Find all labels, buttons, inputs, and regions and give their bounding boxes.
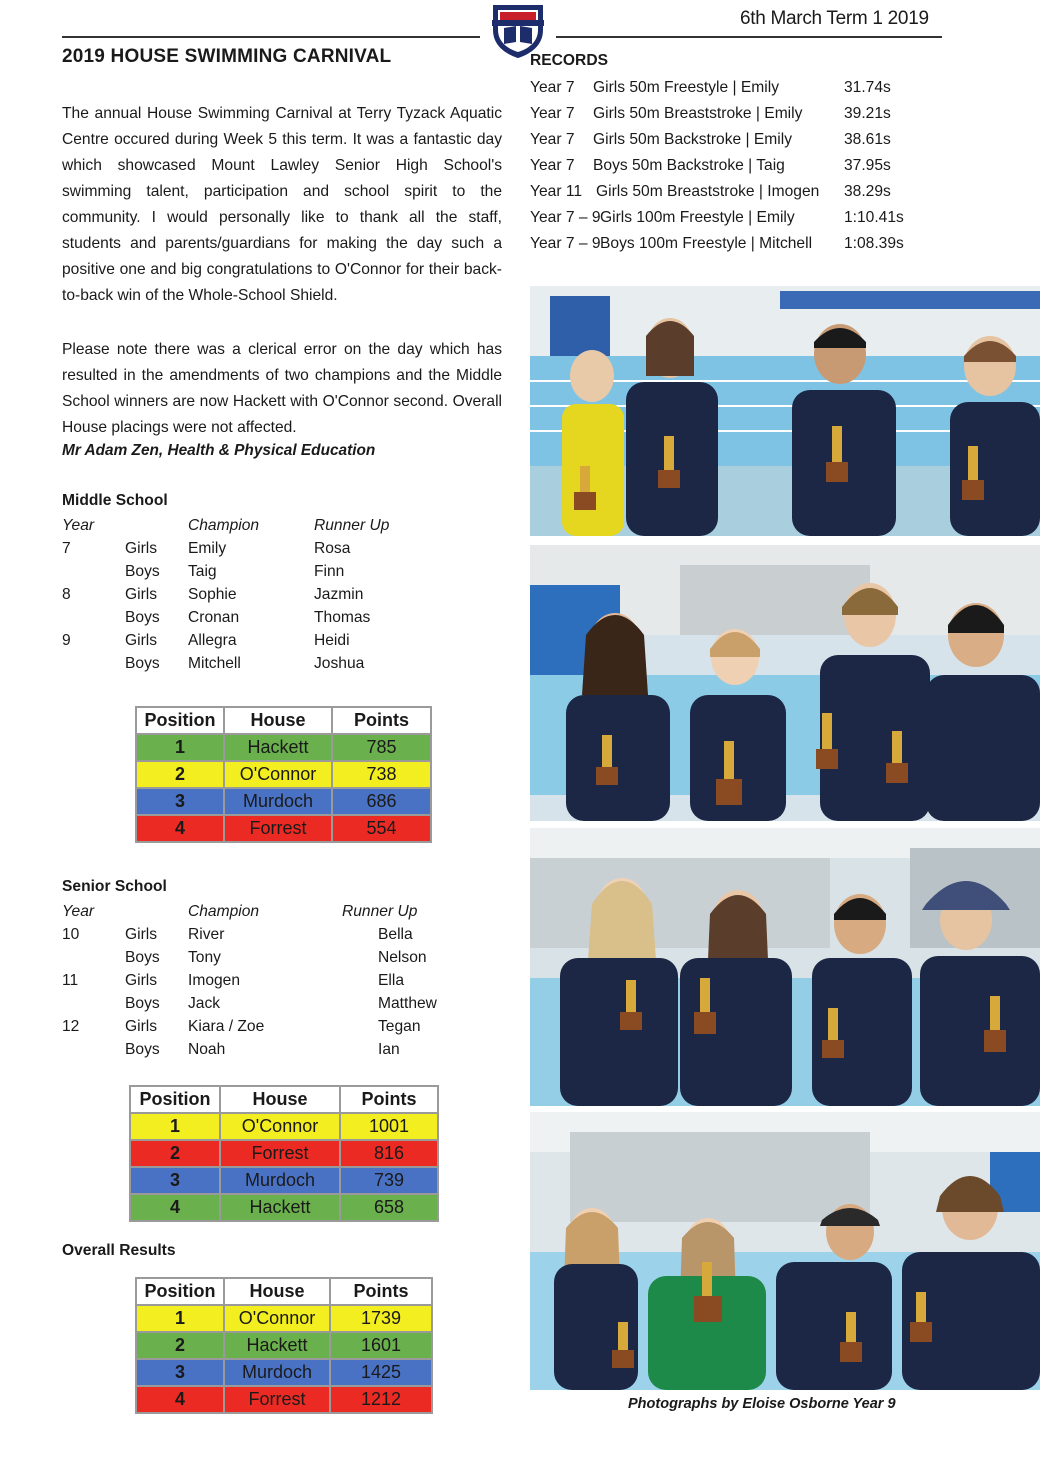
column-header-house: House — [220, 1086, 340, 1113]
cell-house: Forrest — [220, 1140, 340, 1167]
gender-label: Boys — [125, 1041, 160, 1058]
champion-name: Cronan — [188, 609, 240, 626]
cell-position: 3 — [136, 1359, 224, 1386]
runner-up-name: Tegan — [378, 1018, 421, 1035]
champion-name: River — [188, 926, 225, 943]
column-header-points: Points — [332, 707, 431, 734]
cell-points: 785 — [332, 734, 431, 761]
table-row — [136, 1359, 432, 1386]
column-header-year: Year — [62, 903, 95, 920]
gender-label: Boys — [125, 995, 160, 1012]
cell-position: 4 — [130, 1194, 220, 1221]
photo-1 — [530, 286, 1040, 536]
photo-2 — [530, 545, 1040, 821]
cell-points: 686 — [332, 788, 431, 815]
school-crest-icon — [488, 0, 548, 58]
photo-4-image — [530, 1112, 1040, 1390]
column-header-house: House — [224, 707, 332, 734]
gender-label: Boys — [125, 655, 160, 672]
issue-date: 6th March Term 1 2019 — [740, 8, 929, 29]
runner-up-name: Rosa — [314, 540, 351, 557]
gender-label: Girls — [125, 1018, 158, 1035]
cell-position: 1 — [136, 1305, 224, 1332]
year-label: 11 — [62, 972, 79, 989]
middle-school-heading: Middle School — [62, 492, 168, 509]
column-header-position: Position — [136, 1278, 224, 1305]
table-row — [136, 815, 431, 842]
record-event: Girls 50m Breaststroke | Imogen — [596, 183, 820, 200]
cell-points: 1739 — [330, 1305, 432, 1332]
runner-up-name: Nelson — [378, 949, 427, 966]
cell-points: 1212 — [330, 1386, 432, 1413]
table-header-row — [130, 1086, 438, 1113]
table-row — [136, 734, 431, 761]
overall-results-heading: Overall Results — [62, 1242, 176, 1259]
champion-name: Jack — [188, 995, 221, 1012]
column-header-points: Points — [330, 1278, 432, 1305]
cell-points: 554 — [332, 815, 431, 842]
record-event: Girls 50m Breaststroke | Emily — [593, 105, 803, 122]
gender-label: Girls — [125, 632, 158, 649]
runner-up-name: Thomas — [314, 609, 371, 626]
cell-points: 738 — [332, 761, 431, 788]
runner-up-name: Joshua — [314, 655, 365, 672]
record-time: 37.95s — [844, 157, 891, 174]
photo-3-image — [530, 828, 1040, 1106]
cell-house: Murdoch — [224, 1359, 330, 1386]
champion-name: Taig — [188, 563, 217, 580]
champion-name: Allegra — [188, 632, 237, 649]
cell-house: O'Connor — [224, 1305, 330, 1332]
header-rule-right — [556, 36, 942, 38]
gender-label: Boys — [125, 609, 160, 626]
gender-label: Girls — [125, 926, 158, 943]
cell-points: 739 — [340, 1167, 438, 1194]
cell-position: 2 — [136, 761, 224, 788]
photo-3 — [530, 828, 1040, 1106]
table-row — [136, 761, 431, 788]
cell-points: 816 — [340, 1140, 438, 1167]
table-row — [130, 1167, 438, 1194]
record-event: Boys 100m Freestyle | Mitchell — [600, 235, 813, 252]
year-label: 12 — [62, 1018, 80, 1035]
record-year: Year 7 — [530, 157, 575, 174]
cell-position: 2 — [136, 1332, 224, 1359]
table-header-row — [136, 707, 431, 734]
table-row — [136, 788, 431, 815]
record-year: Year 7 — [530, 79, 575, 96]
year-label: 9 — [62, 632, 71, 649]
header-rule-left — [62, 36, 480, 38]
column-header-runner-up: Runner Up — [314, 517, 390, 534]
record-year: Year 7 – 9 — [530, 235, 601, 252]
cell-position: 2 — [130, 1140, 220, 1167]
gender-label: Girls — [125, 972, 158, 989]
table-row — [136, 1305, 432, 1332]
column-header-champion: Champion — [188, 903, 260, 920]
middle-school-placings-table — [135, 706, 432, 843]
record-year: Year 11 — [530, 183, 583, 200]
table-row — [130, 1113, 438, 1140]
cell-position: 4 — [136, 815, 224, 842]
champion-name: Sophie — [188, 586, 237, 603]
table-row — [136, 1332, 432, 1359]
record-time: 1:10.41s — [844, 209, 904, 226]
table-row — [130, 1140, 438, 1167]
table-row — [136, 1386, 432, 1413]
champion-name: Mitchell — [188, 655, 241, 672]
cell-house: Hackett — [220, 1194, 340, 1221]
article-signature: Mr Adam Zen, Health & Physical Education — [62, 442, 376, 459]
column-header-year: Year — [62, 517, 95, 534]
column-header-position: Position — [136, 707, 224, 734]
record-time: 38.29s — [844, 183, 891, 200]
gender-label: Girls — [125, 586, 158, 603]
article-title: 2019 HOUSE SWIMMING CARNIVAL — [62, 46, 392, 67]
cell-house: Murdoch — [220, 1167, 340, 1194]
cell-position: 3 — [130, 1167, 220, 1194]
cell-house: Forrest — [224, 1386, 330, 1413]
record-year: Year 7 — [530, 131, 575, 148]
record-event: Girls 50m Backstroke | Emily — [593, 131, 793, 148]
champion-name: Imogen — [188, 972, 241, 989]
senior-school-placings-table — [129, 1085, 439, 1222]
cell-position: 4 — [136, 1386, 224, 1413]
runner-up-name: Ian — [378, 1041, 400, 1058]
cell-points: 1425 — [330, 1359, 432, 1386]
gender-label: Boys — [125, 563, 160, 580]
record-year: Year 7 — [530, 105, 575, 122]
champion-name: Emily — [188, 540, 227, 557]
photo-4 — [530, 1112, 1040, 1390]
column-header-runner-up: Runner Up — [342, 903, 418, 920]
year-label: 10 — [62, 926, 80, 943]
record-time: 1:08.39s — [844, 235, 904, 252]
cell-points: 1001 — [340, 1113, 438, 1140]
column-header-points: Points — [340, 1086, 438, 1113]
photo-1-image — [530, 286, 1040, 536]
record-time: 38.61s — [844, 131, 891, 148]
runner-up-name: Jazmin — [314, 586, 364, 603]
champion-name: Noah — [188, 1041, 226, 1058]
runner-up-name: Bella — [378, 926, 413, 943]
cell-house: Murdoch — [224, 788, 332, 815]
record-event: Boys 50m Backstroke | Taig — [593, 157, 785, 174]
cell-points: 658 — [340, 1194, 438, 1221]
record-event: Girls 100m Freestyle | Emily — [600, 209, 795, 226]
cell-position: 3 — [136, 788, 224, 815]
gender-label: Girls — [125, 540, 158, 557]
article-paragraph-1: The annual House Swimming Carnival at Terry Tyzack Aquatic Centre occured during Week 5 this term. It was a fantastic day which showcased Mount Lawley Senior High School's swimming talent, participation and school spirit to the community. I would personally like to thank all the staff, students and parents/guardians for making the day such a positive one and big congratulations to O'Connor for their back-to-back win of the Whole-School Shield. — [62, 105, 502, 304]
cell-house: O'Connor — [220, 1113, 340, 1140]
record-year: Year 7 – 9 — [530, 209, 601, 226]
photo-caption: Photographs by Eloise Osborne Year 9 — [628, 1396, 896, 1412]
article-paragraph-2: Please note there was a clerical error on the day which has resulted in the amendments of two champions and the Middle School winners are now Hackett with O'Connor second. Overall House placings were not affected. — [62, 341, 502, 436]
gender-label: Boys — [125, 949, 160, 966]
champion-name: Kiara / Zoe — [188, 1018, 265, 1035]
records-heading: RECORDS — [530, 52, 608, 69]
cell-position: 1 — [130, 1113, 220, 1140]
record-time: 31.74s — [844, 79, 891, 96]
runner-up-name: Ella — [378, 972, 405, 989]
column-header-position: Position — [130, 1086, 220, 1113]
cell-house: Forrest — [224, 815, 332, 842]
cell-position: 1 — [136, 734, 224, 761]
column-header-house: House — [224, 1278, 330, 1305]
year-label: 7 — [62, 540, 71, 557]
runner-up-name: Heidi — [314, 632, 350, 649]
table-row — [130, 1194, 438, 1221]
record-time: 39.21s — [844, 105, 891, 122]
overall-placings-table — [135, 1277, 433, 1414]
year-label: 8 — [62, 586, 71, 603]
runner-up-name: Finn — [314, 563, 345, 580]
table-header-row — [136, 1278, 432, 1305]
photo-2-image — [530, 545, 1040, 821]
champion-name: Tony — [188, 949, 221, 966]
cell-points: 1601 — [330, 1332, 432, 1359]
cell-house: Hackett — [224, 734, 332, 761]
senior-school-heading: Senior School — [62, 878, 167, 895]
cell-house: Hackett — [224, 1332, 330, 1359]
column-header-champion: Champion — [188, 517, 260, 534]
cell-house: O'Connor — [224, 761, 332, 788]
runner-up-name: Matthew — [378, 995, 437, 1012]
record-event: Girls 50m Freestyle | Emily — [593, 79, 780, 96]
